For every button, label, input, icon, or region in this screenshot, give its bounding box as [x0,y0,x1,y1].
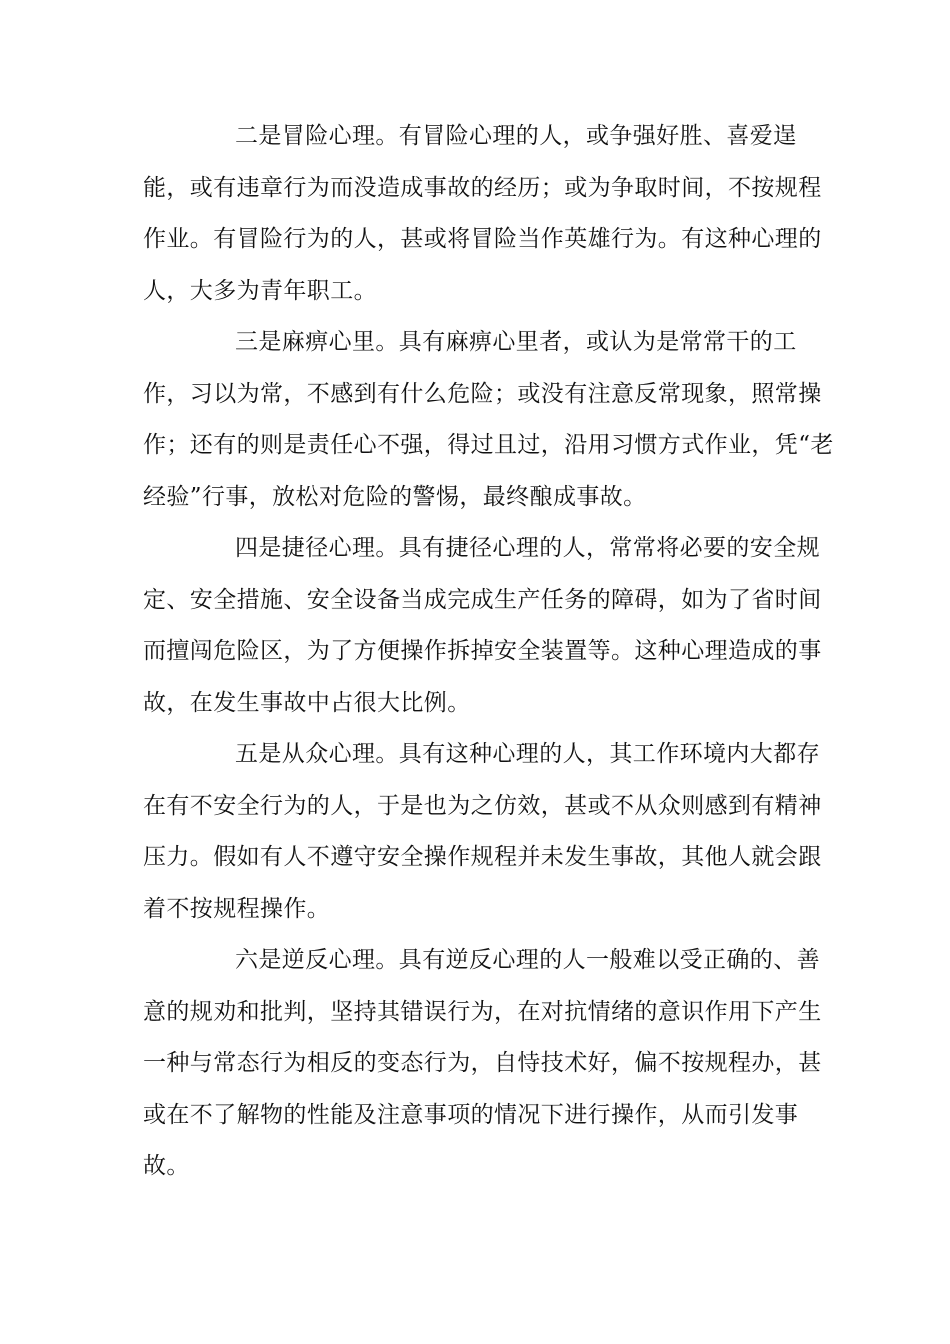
text-line: 作；还有的则是责任心不强，得过且过，沿用习惯方式作业，凭“老 [143,432,834,458]
text-line: 故。 [143,1153,190,1179]
paragraph-defiance [143,935,822,1193]
text-line: 而擅闯危险区，为了方便操作拆掉安全装置等。这种心理造成的事 [143,638,822,664]
text-line: 能，或有违章行为而没造成事故的经历；或为争取时间，不按规程 [143,174,822,201]
text-line: 着不按规程操作。 [143,895,331,922]
text-line: 压力。假如有人不遵守安全操作规程并未发生事故，其他人就会跟 [143,844,822,870]
paragraph-shortcut [143,523,822,729]
paragraph-complacency [143,317,834,523]
text-line: 或在不了解物的性能及注意事项的情况下进行操作，从而引发事 [143,1101,799,1128]
text-line: 人，大多为青年职工。 [143,277,377,304]
paragraph-conformity [143,729,822,935]
text-line: 在有不安全行为的人，于是也为之仿效，甚或不从众则感到有精神 [143,792,822,819]
text-line: 作业。有冒险行为的人，甚或将冒险当作英雄行为。有这种心理的 [143,226,822,252]
text-line: 故，在发生事故中占很大比例。 [143,689,471,716]
document-body [143,111,834,1193]
text-line: 作，习以为常，不感到有什么危险；或没有注意反常现象，照常操 [143,380,822,407]
text-line: 五是从众心理。具有这种心理的人，其工作环境内大都存 [235,741,820,767]
text-line: 一种与常态行为相反的变态行为，自恃技术好，偏不按规程办，甚 [143,1050,822,1076]
text-line: 经验”行事，放松对危险的警惕，最终酿成事故。 [143,483,647,510]
text-line: 六是逆反心理。具有逆反心理的人一般难以受正确的、善 [235,947,820,973]
text-line: 二是冒险心理。有冒险心理的人，或争强好胜、喜爱逞 [235,123,797,149]
paragraph-risk-taking [143,111,822,317]
text-line: 意的规劝和批判，坚持其错误行为，在对抗情绪的意识作用下产生 [143,998,822,1025]
text-line: 定、安全措施、安全设备当成完成生产任务的障碍，如为了省时间 [143,586,822,613]
text-line: 三是麻痹心里。具有麻痹心里者，或认为是常常干的工 [235,329,797,355]
text-line: 四是捷径心理。具有捷径心理的人，常常将必要的安全规 [235,535,820,561]
